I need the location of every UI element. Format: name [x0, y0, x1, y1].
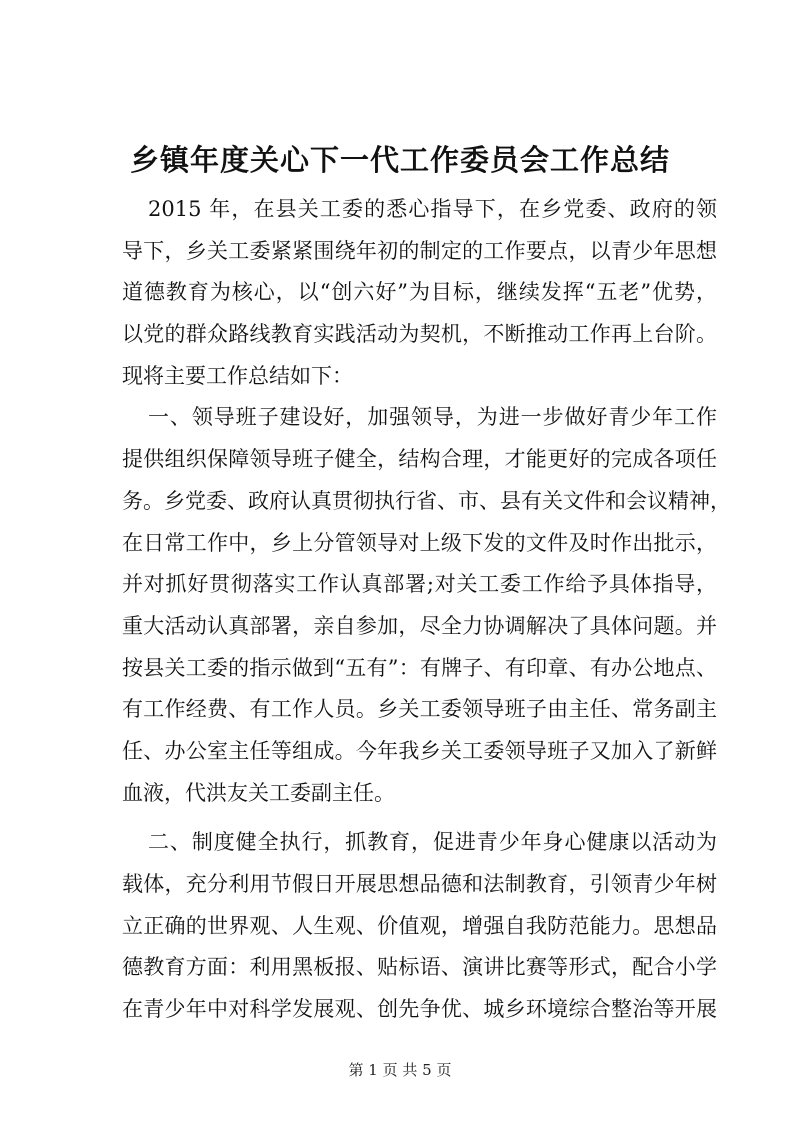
text-line: 有工作经费、有工作人员。乡关工委领导班子由主任、常务副主 [122, 697, 717, 722]
text-line: 载体，充分利用节假日开展思想品德和法制教育，引领青少年树 [122, 872, 717, 896]
text-line: 以党的群众路线教育实践活动为契机，不断推动工作再上台阶。 [122, 322, 717, 347]
paragraph-gap [122, 814, 717, 822]
text-line: 在日常工作中，乡上分管领导对上级下发的文件及时作出批示， [122, 530, 717, 555]
text-line: 道德教育为核心，以“创六好”为目标，继续发挥“五老”优势， [122, 280, 717, 305]
text-line: 在青少年中对科学发展观、创先争优、城乡环境综合整治等开展 [122, 997, 717, 1022]
text-line: 提供组织保障领导班子健全，结构合理，才能更好的完成各项任 [122, 447, 717, 472]
text-line: 重大活动认真部署，亲自参加，尽全力协调解决了具体问题。并 [122, 613, 717, 638]
text-line: 2015 年，在县关工委的悉心指导下，在乡党委、政府的领 [148, 197, 717, 221]
text-line: 立正确的世界观、人生观、价值观，增强自我防范能力。思想品 [122, 913, 717, 938]
text-line: 现将主要工作总结如下： [122, 363, 353, 388]
document-title: 乡镇年度关心下一代工作委员会工作总结 [129, 143, 670, 177]
text-line: 务。乡党委、政府认真贯彻执行省、市、县有关文件和会议精神， [122, 488, 731, 513]
text-line: 任、办公室主任等组成。今年我乡关工委领导班子又加入了新鲜 [122, 738, 717, 763]
text-line: 德教育方面：利用黑板报、贴标语、演讲比赛等形式，配合小学 [122, 955, 717, 980]
text-line: 一、领导班子建设好，加强领导，为进一步做好青少年工作 [148, 405, 717, 430]
text-line: 二、制度健全执行，抓教育，促进青少年身心健康以活动为 [148, 830, 717, 855]
text-line: 按县关工委的指示做到“五有”：有牌子、有印章、有办公地点、 [122, 655, 717, 680]
text-line: 导下，乡关工委紧紧围绕年初的制定的工作要点，以青少年思想 [122, 238, 717, 263]
text-line: 血液，代洪友关工委副主任。 [122, 780, 395, 805]
text-line: 并对抓好贯彻落实工作认真部署;对关工委工作给予具体指导， [122, 572, 717, 597]
page-number: 第 1 页 共 5 页 [348, 1061, 452, 1079]
document-body [122, 189, 731, 1031]
